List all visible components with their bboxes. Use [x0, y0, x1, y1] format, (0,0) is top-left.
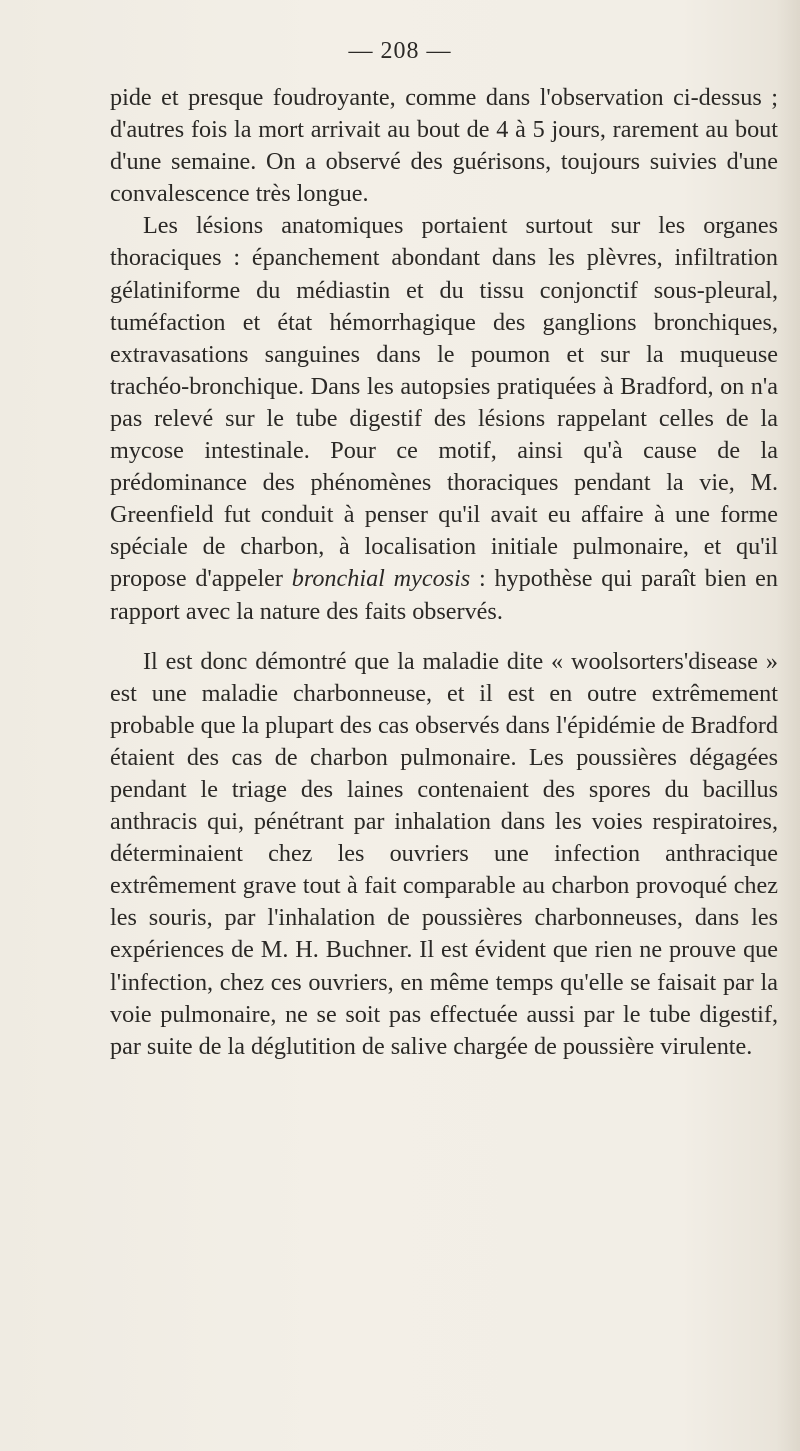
page-number: — 208 — [348, 38, 452, 64]
paragraph-2-after: : hypothèse qui paraît bien en rapport avec la nature des faits observés. [110, 565, 778, 625]
paragraph-2-italic-term: bronchial mycosis [291, 565, 471, 593]
paragraph-1: pide et presque foudroyante, comme dans l'observation ci-dessus ; d'autres fois la mort arrivait au bout de 4 à 5 jours, rarement au bout d'une semaine. On a observé des guérisons, toujours suivies d'une convalescence très longue. [110, 84, 778, 208]
paragraph-2-text: Les lésions anatomiques portaient surtout sur les organes thoraciques : épanchement abondant dans les plèvres, infiltration gélatiniforme du médiastin et du tissu conjonctif sous-pleural, tuméfaction et état hémorrhagique des ganglions bronchiques, extravasations sanguines dans le poumon et sur la muqueuse trachéo-bronchique. Dans les autopsies pratiquées à Bradford, on n'a pas relevé sur le tube digestif des lésions rappelant celles de la mycose intestinale. Pour ce motif, ainsi qu'à cause de la prédominance des phénomènes thoraciques pendant la vie, M. Greenfield fut conduit à penser qu'il avait eu affaire à une forme spéciale de charbon, à localisation initiale pulmonaire, et qu'il propose d'appeler [110, 212, 778, 593]
paragraph-2 [110, 210, 778, 627]
body-text [110, 82, 778, 1063]
paragraph-3: Il est donc démontré que la maladie dite « woolsorters'disease » est une maladie charbonneuse, et il est en outre extrêmement probable que la plupart des cas observés dans l'épidémie de Bradford étaient des cas de charbon pulmonaire. Les poussières dégagées pendant le triage des laines contenaient des spores du bacillus anthracis qui, pénétrant par inhalation dans les voies respiratoires, déterminaient chez les ouvriers une infection anthracique extrêmement grave tout à fait comparable au charbon provoqué chez les souris, par l'inhalation de poussières charbonneuses, dans les expériences de M. H. Buchner. Il est évident que rien ne prouve que l'infection, chez ces ouvriers, en même temps qu'elle se faisait par la voie pulmonaire, ne se soit pas effectuée aussi par le tube digestif, par suite de la déglutition de salive chargée de poussière virulente. [110, 647, 778, 1060]
